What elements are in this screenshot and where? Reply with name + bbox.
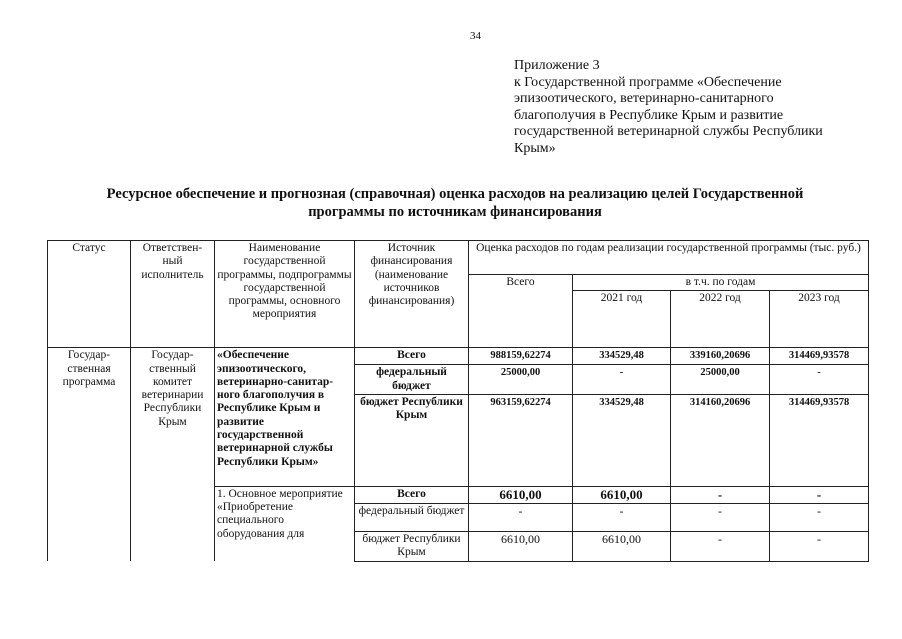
value-cell: 6610,00 xyxy=(469,486,573,503)
value-cell: - xyxy=(469,503,573,531)
value-cell: 6610,00 xyxy=(469,531,573,561)
value-cell: 314160,20696 xyxy=(671,394,770,486)
source-cell: Всего xyxy=(355,348,469,365)
value-cell: 25000,00 xyxy=(469,365,573,395)
annex-line: Приложение 3 xyxy=(514,58,600,73)
header-name: Наименование государственной программы, подпрограммы государственной программы, основного мероприятия xyxy=(215,241,355,348)
value-cell: 963159,62274 xyxy=(469,394,573,486)
header-row xyxy=(48,241,869,275)
value-cell: 25000,00 xyxy=(671,365,770,395)
document-title xyxy=(60,185,850,221)
value-cell: - xyxy=(573,365,671,395)
source-cell: бюджет Республики Крым xyxy=(355,394,469,486)
header-status: Статус xyxy=(48,241,131,348)
source-cell: федеральный бюджет xyxy=(355,503,469,531)
value-cell: - xyxy=(671,486,770,503)
value-cell: 314469,93578 xyxy=(770,348,869,365)
title-line: программы по источникам финансирования xyxy=(308,204,602,220)
value-cell: - xyxy=(671,503,770,531)
program-name: «Обеспечение эпизоотического, ветеринарно-санитар-ного благополучия в Республике Крым и развитие государственной ветеринарной службы Республики Крым» xyxy=(215,348,355,487)
value-cell: 339160,20696 xyxy=(671,348,770,365)
value-cell: - xyxy=(770,486,869,503)
page-number: 34 xyxy=(470,30,481,42)
program-status: Государ-ственная программа xyxy=(48,348,131,562)
header-year: 2022 год xyxy=(671,291,770,348)
annex-line: к Государственной программе «Обеспечение xyxy=(514,74,782,90)
annex-line: благополучия в Республике Крым и развитие xyxy=(514,107,784,123)
value-cell: - xyxy=(671,531,770,561)
value-cell: 334529,48 xyxy=(573,394,671,486)
value-cell: 6610,00 xyxy=(573,531,671,561)
value-cell: 988159,62274 xyxy=(469,348,573,365)
annex-line: эпизоотического, ветеринарно-санитарного xyxy=(514,91,774,107)
header-year: 2021 год xyxy=(573,291,671,348)
value-cell: - xyxy=(770,503,869,531)
title-line: Ресурсное обеспечение и прогнозная (справочная) оценка расходов на реализацию целей Государственной xyxy=(106,186,804,202)
header-by-years: в т.ч. по годам xyxy=(573,275,869,291)
header-executor: Ответствен-ный исполнитель xyxy=(131,241,215,348)
value-cell: - xyxy=(573,503,671,531)
value-cell: 314469,93578 xyxy=(770,394,869,486)
annex-line: Крым» xyxy=(514,140,556,156)
source-cell: бюджет Республики Крым xyxy=(355,531,469,561)
funding-table xyxy=(47,240,869,562)
header-total: Всего xyxy=(469,275,573,348)
table-row xyxy=(48,348,869,365)
program-executor: Государ-ственный комитет ветеринарии Республики Крым xyxy=(131,348,215,562)
source-cell: Всего xyxy=(355,486,469,503)
value-cell: - xyxy=(770,365,869,395)
header-estimate: Оценка расходов по годам реализации государственной программы (тыс. руб.) xyxy=(469,241,869,275)
source-cell: федеральный бюджет xyxy=(355,365,469,395)
annex-header xyxy=(514,58,859,158)
annex-line: государственной ветеринарной службы Республики xyxy=(514,124,823,140)
header-year: 2023 год xyxy=(770,291,869,348)
value-cell: 334529,48 xyxy=(573,348,671,365)
value-cell: - xyxy=(770,531,869,561)
value-cell: 6610,00 xyxy=(573,486,671,503)
measure-name: 1. Основное мероприятие «Приобретение специального оборудования для xyxy=(215,486,355,561)
header-source: Источник финансирования (наименование источников финансирования) xyxy=(355,241,469,348)
